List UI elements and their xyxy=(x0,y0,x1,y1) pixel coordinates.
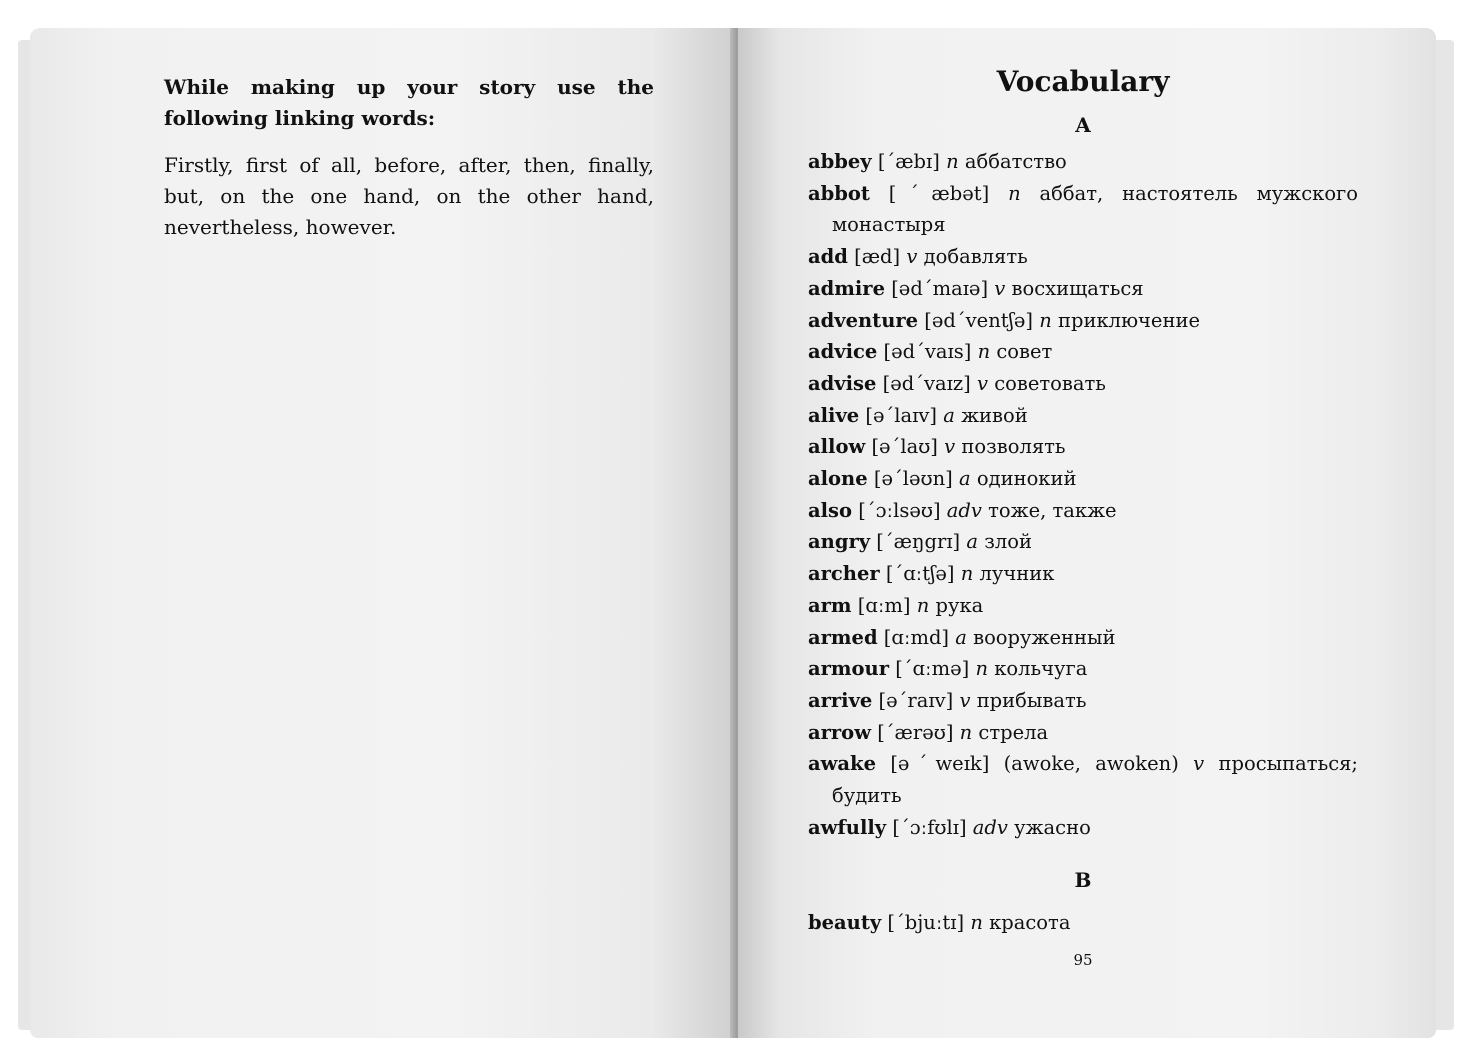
entry-transcription: [əˊraɪv] xyxy=(878,688,954,712)
entry-transcription: [ˊɔːlsəʊ] xyxy=(858,498,941,522)
entry-part-of-speech: n xyxy=(975,657,989,681)
vocabulary-entry xyxy=(808,495,1358,527)
entry-part-of-speech: a xyxy=(955,625,967,649)
entry-word: arrow xyxy=(808,720,871,744)
entry-translation: просыпаться; будить xyxy=(832,752,1358,808)
entry-transcription: [æd] xyxy=(854,245,901,269)
entry-translation: совет xyxy=(996,340,1053,364)
vocabulary-entry xyxy=(808,305,1358,337)
entry-word: arm xyxy=(808,593,852,617)
entry-part-of-speech: adv xyxy=(946,498,982,522)
entry-translation: злой xyxy=(984,530,1032,554)
entry-transcription: [ˊæbət] xyxy=(888,181,990,205)
entry-word: angry xyxy=(808,530,871,554)
left-page xyxy=(30,28,736,1038)
entry-word: alive xyxy=(808,403,860,427)
vocabulary-entry xyxy=(808,907,1358,939)
entry-part-of-speech: a xyxy=(966,530,979,554)
instruction-text: While making up your story use the following linking words: xyxy=(164,75,654,130)
section-letter-b: B xyxy=(1074,868,1092,893)
entry-translation: красота xyxy=(989,911,1071,935)
vocabulary-title: Vocabulary xyxy=(996,65,1170,98)
entry-translation: позволять xyxy=(961,435,1066,459)
entry-translation: одинокий xyxy=(976,467,1077,491)
vocabulary-entry xyxy=(808,717,1358,749)
vocabulary-entry xyxy=(808,653,1358,685)
entry-transcription: [ədˊmaɪə] xyxy=(891,276,989,300)
entry-translation: приключение xyxy=(1058,308,1201,332)
entry-part-of-speech: v xyxy=(944,435,956,459)
vocabulary-entry xyxy=(808,400,1358,432)
vocabulary-list-b xyxy=(808,907,1358,939)
entry-translation: восхищаться xyxy=(1011,276,1144,300)
vocabulary-entry xyxy=(808,273,1358,305)
left-page-content xyxy=(164,72,654,243)
entry-word: adventure xyxy=(808,308,919,332)
entry-translation: стрела xyxy=(978,720,1049,744)
entry-word: awake xyxy=(808,752,876,776)
entry-translation: добавлять xyxy=(923,245,1028,269)
entry-transcription: [ədˊvaɪs] xyxy=(883,340,972,364)
entry-transcription: [ɑːmd] xyxy=(883,625,950,649)
entry-word: allow xyxy=(808,435,866,459)
entry-translation: прибывать xyxy=(976,688,1087,712)
entry-transcription: [ˊbjuːtɪ] xyxy=(887,911,965,935)
entry-part-of-speech: v xyxy=(1193,752,1205,776)
vocabulary-entry xyxy=(808,812,1358,844)
entry-part-of-speech: n xyxy=(977,340,991,364)
vocabulary-list-a xyxy=(808,146,1358,843)
entry-transcription: [ˊæŋgrɪ] xyxy=(876,530,961,554)
vocabulary-entry xyxy=(808,463,1358,495)
entry-part-of-speech: n xyxy=(960,562,974,586)
entry-word: armour xyxy=(808,657,889,681)
section-letter-a: A xyxy=(1075,113,1091,137)
right-page xyxy=(738,28,1436,1038)
entry-word: also xyxy=(808,498,853,522)
vocabulary-entry xyxy=(808,368,1358,400)
entry-part-of-speech: n xyxy=(970,911,983,935)
entry-part-of-speech: n xyxy=(916,593,930,617)
entry-transcription: [ədˊvaɪz] xyxy=(882,371,971,395)
entry-translation: лучник xyxy=(979,562,1055,586)
entry-transcription: [əˊləʊn] xyxy=(873,467,953,491)
vocabulary-entry xyxy=(808,241,1358,273)
vocabulary-entry xyxy=(808,146,1358,178)
entry-word: alone xyxy=(808,467,868,491)
entry-transcription: [ˊɑːmə] xyxy=(895,657,970,681)
vocabulary-entry xyxy=(808,622,1358,654)
entry-translation: аббат, настоятель мужского монастыря xyxy=(832,181,1359,237)
entry-translation: кольчуга xyxy=(994,657,1088,681)
entry-translation: тоже, также xyxy=(988,498,1117,522)
entry-translation: вооруженный xyxy=(973,625,1116,649)
entry-word: abbey xyxy=(808,150,872,173)
entry-part-of-speech: adv xyxy=(972,815,1008,839)
entry-word: armed xyxy=(808,625,878,649)
entry-transcription: [əˊweɪk] (awoke, awoken) xyxy=(890,752,1179,776)
entry-translation: советовать xyxy=(994,371,1106,395)
entry-part-of-speech: v xyxy=(906,245,918,269)
entry-word: archer xyxy=(808,562,880,586)
entry-word: awfully xyxy=(808,815,887,839)
entry-transcription: [ˊɑːtʃə] xyxy=(885,562,955,586)
entry-transcription: [ˊæbɪ] xyxy=(877,150,940,173)
entry-word: beauty xyxy=(808,911,882,935)
entry-part-of-speech: a xyxy=(943,403,955,427)
page-number: 95 xyxy=(1073,951,1093,970)
vocabulary-entry xyxy=(808,558,1358,590)
entry-transcription: [əˊlaʊ] xyxy=(871,435,938,459)
vocabulary-entry xyxy=(808,431,1358,463)
entry-transcription: [ˊɔːfʊlɪ] xyxy=(892,815,967,839)
entry-word: add xyxy=(808,245,848,269)
entry-word: advice xyxy=(808,340,878,364)
entry-transcription: [ˊærəʊ] xyxy=(877,720,954,744)
entry-word: abbot xyxy=(808,181,870,205)
entry-word: admire xyxy=(808,276,885,300)
vocabulary-entry xyxy=(808,748,1358,811)
entry-word: advise xyxy=(808,371,877,395)
entry-part-of-speech: n xyxy=(959,720,973,744)
entry-transcription: [ɑːm] xyxy=(857,593,911,617)
entry-translation: ужасно xyxy=(1014,815,1091,839)
vocabulary-entry xyxy=(808,336,1358,368)
entry-translation: живой xyxy=(961,403,1028,427)
entry-part-of-speech: v xyxy=(976,371,988,395)
vocabulary-entry xyxy=(808,526,1358,558)
entry-part-of-speech: v xyxy=(994,276,1006,300)
entry-translation: аббатство xyxy=(964,150,1067,173)
vocabulary-entry xyxy=(808,685,1358,717)
vocabulary-entry xyxy=(808,590,1358,622)
entry-transcription: [ədˊventʃə] xyxy=(924,308,1034,332)
entry-translation: рука xyxy=(935,593,984,617)
entry-part-of-speech: a xyxy=(958,467,971,491)
entry-word: arrive xyxy=(808,688,873,712)
vocabulary-content xyxy=(808,60,1358,969)
entry-part-of-speech: v xyxy=(959,688,971,712)
entry-part-of-speech: n xyxy=(1008,181,1021,205)
entry-part-of-speech: n xyxy=(946,150,959,173)
entry-transcription: [əˊlaɪv] xyxy=(865,403,938,427)
entry-part-of-speech: n xyxy=(1039,308,1052,332)
linking-words-text: Firstly, first of all, before, after, then, finally, but, on the one hand, on the other hand, nevertheless, however. xyxy=(164,153,654,239)
vocabulary-entry xyxy=(808,178,1358,241)
